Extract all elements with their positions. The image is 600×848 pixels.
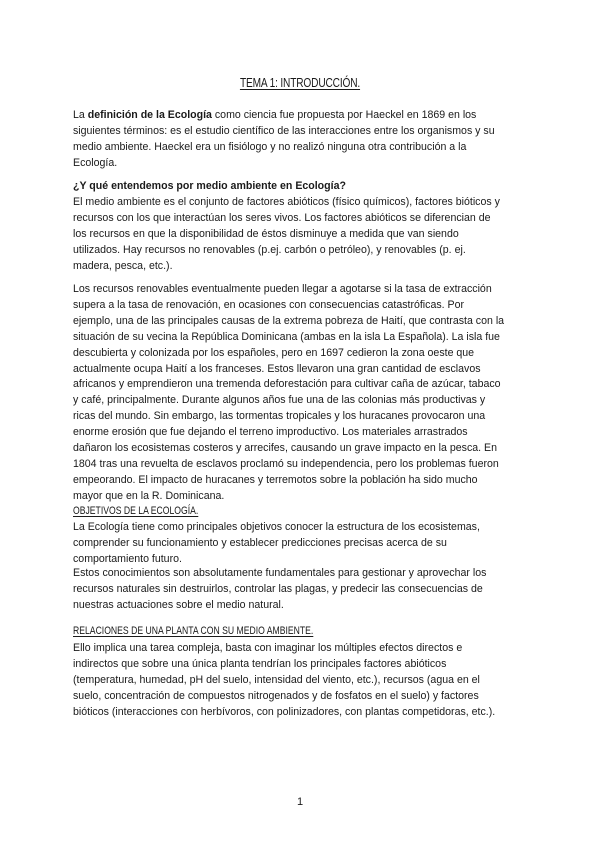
page-number: 1 (296, 796, 304, 808)
intro-pre: La (73, 109, 88, 121)
question-heading: ¿Y qué entendemos por medio ambiente en Ecología? (73, 180, 346, 192)
intro-bold-term: definición de la Ecología (87, 109, 212, 121)
objetivos-paragraph-1: La Ecología tiene como principales objetivos conocer la estructura de los ecosistemas, comprender su funcionamiento y establecer predicciones precisas acerca de su comportamiento futuro. (73, 521, 480, 565)
intro-paragraph (73, 108, 505, 172)
intro-post: como ciencia fue propuesta por Haeckel en 1869 en los siguientes términos: es el estudio científico de las interacciones entre los organismos y su medio ambiente. Haeckel era un fisiólogo y no realizó ninguna otra contribución a la Ecología. (73, 109, 495, 169)
objetivos-paragraph-2: Estos conocimientos son absolutamente fundamentales para gestionar y aprovechar los recursos naturales sin destruirlos, controlar las plagas, y predecir las consecuencias de nuestras actuaciones sobre el medio natural. (73, 567, 487, 611)
objetivos-heading: OBJETIVOS DE LA ECOLOGÍA. (73, 505, 199, 517)
recursos-paragraph: Los recursos renovables eventualmente pueden llegar a agotarse si la tasa de extracción supera a la tasa de renovación, en ocasiones con consecuencias catastróficas. Por ejemplo, una de las principales causas de la extrema pobreza de Haití, que contrasta con la situación de su vecina la República Dominicana (ambas en la isla La Española). La isla fue descubierta y colonizada por los españoles, pero en 1697 cedieron la zona oeste que actualmente ocupa Haití a los franceses. Estos llevaron una gran cantidad de esclavos africanos y emprendieron una tremenda deforestación para cultivar caña de azúcar, tabaco y café, principalmente. Durante algunos años fue una de las colonias más productivas y ricas del mundo. Sin embargo, las tormentas tropicales y los huracanes provocaron una enorme erosión que fue dejando el terreno improductivo. Los materiales arrastrados dañaron los ecosistemas costeros y arrecifes, causando un grave impacto en la pesca. En 1804 tras una revuelta de esclavos proclamó su independencia, pero los problemas fueron empeorando. El impacto de huracanes y terremotos sobre la población ha sido mucho mayor que en la R. Dominicana. (73, 283, 505, 502)
relaciones-paragraph: Ello implica una tarea compleja, basta con imaginar los múltiples efectos directos e indirectos que sobre una única planta tendrían los principales factores abióticos (temperatura, humedad, pH del suelo, intensidad del viento, etc.), recursos (agua en el suelo, concentración de compuestos nitrogenados y de fosfatos en el suelo) y factores bióticos (interacciones con herbívoros, con polinizadores, con plantas competidoras, etc.). (73, 642, 496, 718)
medio-ambiente-paragraph: El medio ambiente es el conjunto de factores abióticos (físico químicos), factores bióticos y recursos con los que interactúan los seres vivos. Los factores abióticos se diferencian de los recursos en que la disponibilidad de éstos disminuye a medida que van siendo utilizados. Hay recursos no renovables (p.ej. carbón o petróleo), y renovables (p. ej. madera, pesca, etc.). (73, 196, 500, 272)
relaciones-heading: RELACIONES DE UNA PLANTA CON SU MEDIO AMBIENTE. (73, 625, 314, 637)
document-title: TEMA 1: INTRODUCCIÓN. (239, 75, 361, 90)
